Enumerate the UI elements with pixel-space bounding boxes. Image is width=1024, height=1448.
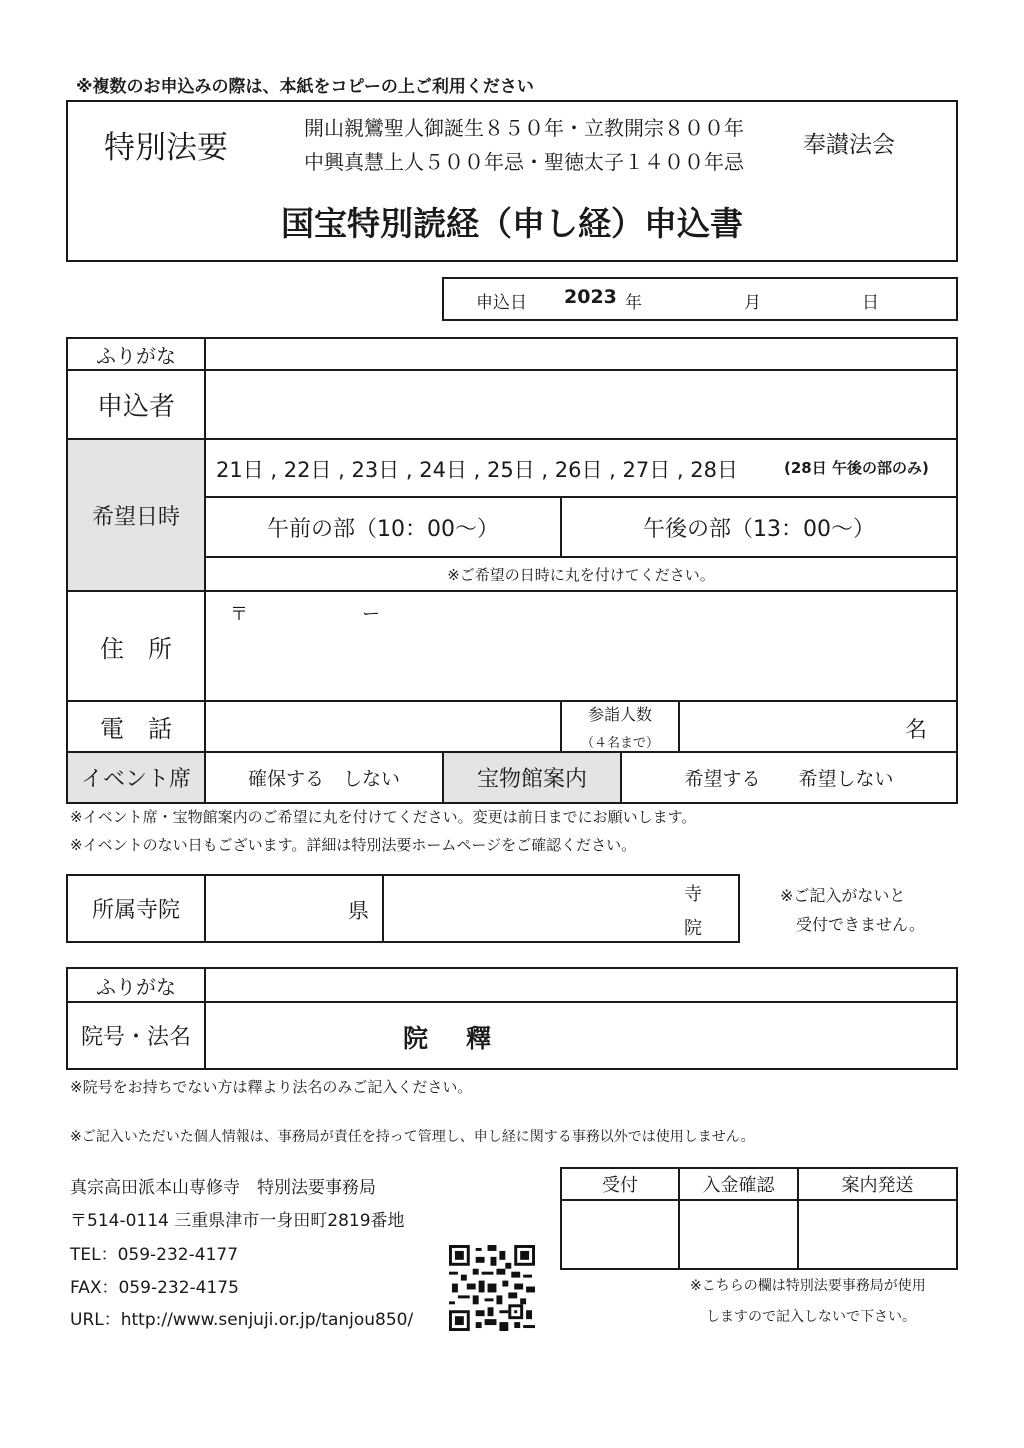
phone-input[interactable] xyxy=(206,702,560,751)
main-title: 国宝特別読経（申し経）申込書 xyxy=(281,204,743,243)
morning-session[interactable]: 午前の部（10：00～） xyxy=(267,516,499,542)
row-divider xyxy=(560,1199,958,1201)
visitors-sub: （４名まで） xyxy=(580,736,659,751)
address-label: 住 所 xyxy=(100,634,172,663)
visitors-unit: 名 xyxy=(905,718,928,743)
event-seat-label: イベント席 xyxy=(80,767,191,792)
col-divider xyxy=(678,700,680,752)
event-note-2: ※イベントのない日もございます。詳細は特別法要ホームページをご確認ください。 xyxy=(70,836,637,854)
temple-label: 所属寺院 xyxy=(91,898,180,923)
treasure-guide-options[interactable]: 希望する 希望しない xyxy=(684,768,894,790)
date-day-unit: 日 xyxy=(862,293,879,313)
afternoon-session[interactable]: 午後の部（13：00～） xyxy=(643,516,875,542)
date-year-value[interactable]: 2023 xyxy=(564,286,617,308)
address-input[interactable] xyxy=(206,630,956,700)
temple-note-1: ※ご記入がないと xyxy=(780,886,906,905)
office-header-dispatch: 案内発送 xyxy=(841,1175,914,1196)
contact-org: 真宗高田派本山専修寺 特別法要事務局 xyxy=(70,1178,376,1198)
header-right-title: 奉讃法会 xyxy=(803,132,895,158)
date-label: 申込日 xyxy=(476,293,527,313)
temple-ji: 寺 xyxy=(684,884,702,905)
dharma-name-label: 院号・法名 xyxy=(80,1025,191,1050)
applicant-input[interactable] xyxy=(206,371,956,438)
visitors-label: 参詣人数 xyxy=(587,705,652,724)
office-header-payment: 入金確認 xyxy=(702,1175,775,1196)
prefecture-unit: 県 xyxy=(348,899,369,923)
dharma-note: ※院号をお持ちでない方は釋より法名のみご記入ください。 xyxy=(70,1078,473,1096)
dates-note: (28日 午後の部のみ) xyxy=(784,459,929,477)
date-options[interactable]: 21日 , 22日 , 23日 , 24日 , 25日 , 26日 , 27日 , 28日 xyxy=(216,458,738,482)
office-note-2: しますので記入しないで下さい。 xyxy=(706,1309,916,1325)
privacy-note: ※ご記入いただいた個人情報は、事務局が責任を持って管理し、申し経に関する事務以外では使用しません。 xyxy=(70,1129,755,1145)
temple-in: 院 xyxy=(684,918,702,939)
contact-url[interactable]: URL：http://www.senjuji.or.jp/tanjou850/ xyxy=(70,1310,414,1330)
dharma-in: 院 xyxy=(403,1024,429,1053)
contact-fax: FAX：059-232-4175 xyxy=(70,1278,239,1298)
circle-note: ※ご希望の日時に丸を付けてください。 xyxy=(447,565,715,584)
event-note-1: ※イベント席・宝物館案内のご希望に丸を付けてください。変更は前日までにお願いします。 xyxy=(70,808,697,826)
qr-code-icon xyxy=(449,1245,535,1331)
office-note-1: ※こちらの欄は特別法要事務局が使用 xyxy=(690,1278,926,1294)
office-header-reception: 受付 xyxy=(602,1175,638,1196)
applicant-label: 申込者 xyxy=(96,392,175,422)
dharma-shaku: 釋 xyxy=(466,1024,492,1053)
date-year-unit: 年 xyxy=(625,293,642,313)
temple-note-2: 受付できません。 xyxy=(796,915,925,934)
header-left-title: 特別法要 xyxy=(104,130,228,166)
treasure-guide-label: 宝物館案内 xyxy=(476,767,587,792)
dharma-name-input[interactable] xyxy=(206,1003,956,1068)
postal-dash: ー xyxy=(362,604,380,625)
date-time-label: 希望日時 xyxy=(91,504,180,530)
contact-tel: TEL：059-232-4177 xyxy=(70,1245,239,1265)
phone-label: 電 話 xyxy=(100,715,172,743)
dharma-furigana-input[interactable] xyxy=(206,969,956,1001)
event-seat-options[interactable]: 確保する しない xyxy=(247,768,400,790)
header-line1: 開山親鸞聖人御誕生８５０年・立教開宗８００年 xyxy=(304,116,744,140)
furigana-input[interactable] xyxy=(206,339,956,369)
furigana-label: ふりがな xyxy=(96,343,176,368)
header-line2: 中興真慧上人５００年忌・聖徳太子１４００年忌 xyxy=(304,150,744,174)
postal-mark: 〒 xyxy=(230,604,248,625)
dharma-furigana-label: ふりがな xyxy=(96,974,176,999)
copy-note: ※複数のお申込みの際は、本紙をコピーの上ご利用ください xyxy=(76,77,534,97)
contact-address: 〒514-0114 三重県津市一身田町2819番地 xyxy=(70,1211,405,1231)
date-month-unit: 月 xyxy=(744,293,761,313)
